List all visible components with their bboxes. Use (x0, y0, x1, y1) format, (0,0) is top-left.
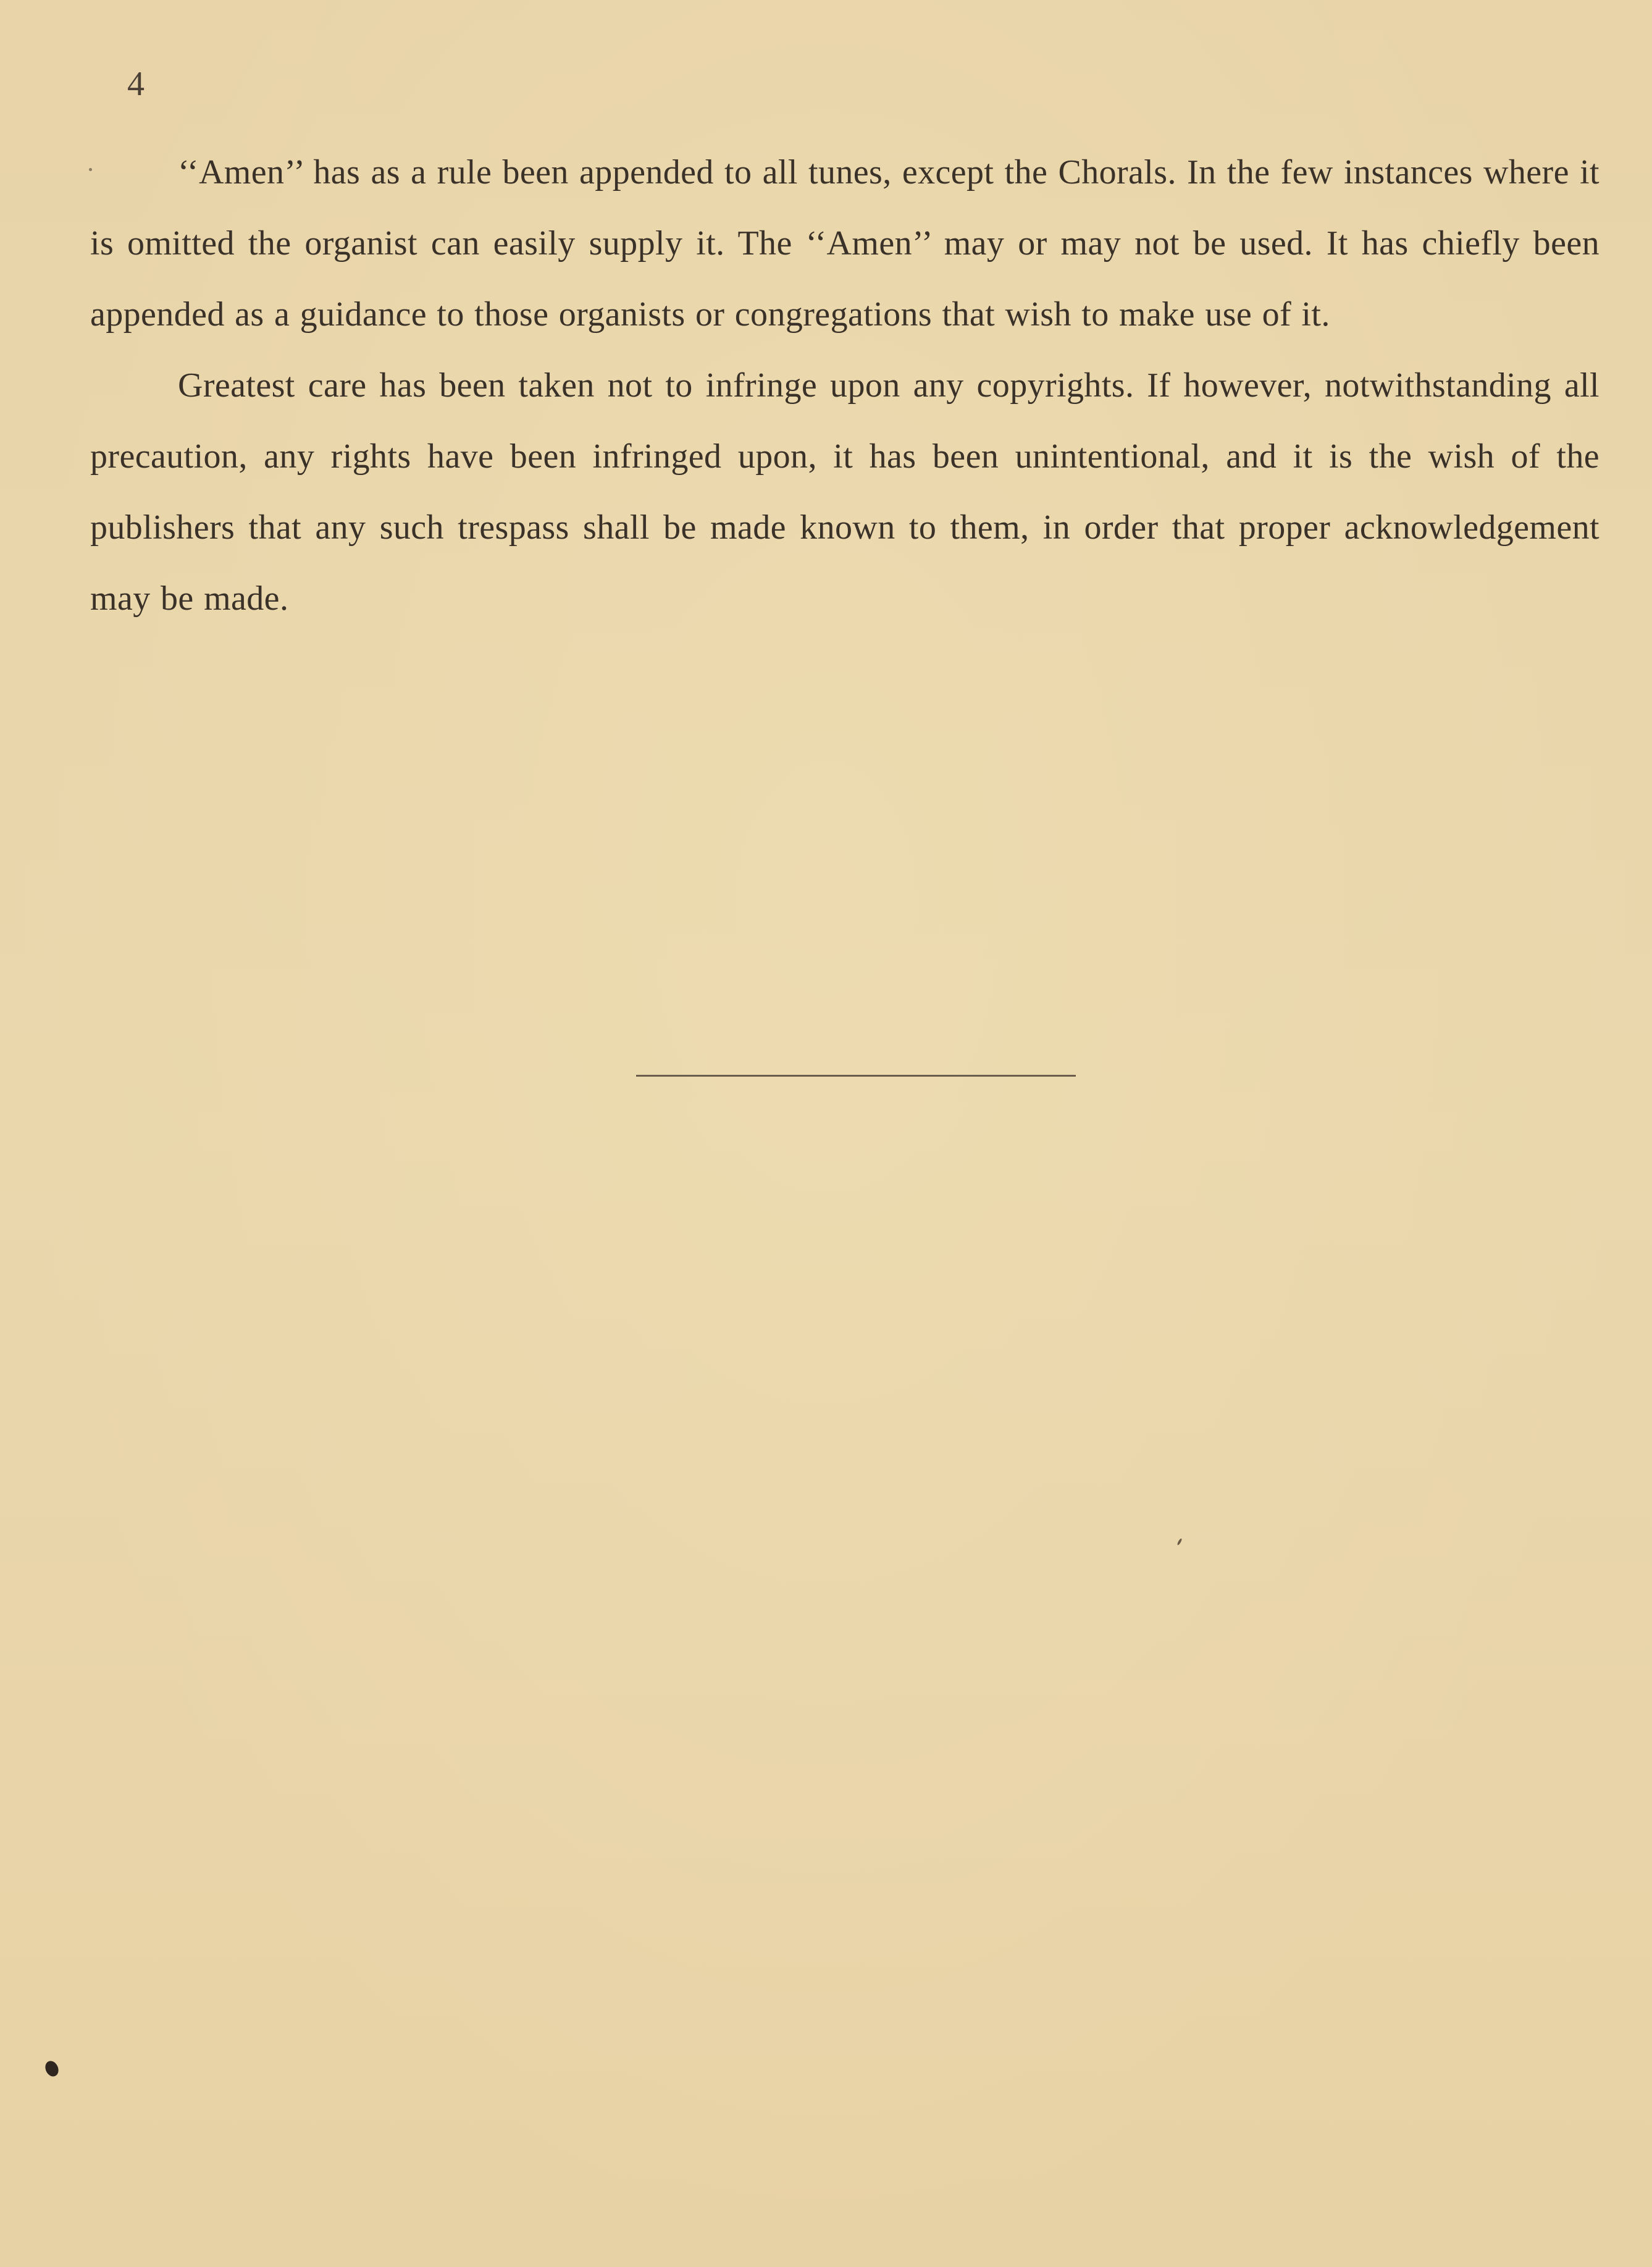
paragraph-copyright-note: Greatest care has been taken not to infringe upon any copyrights. If however, notwithstanding all precaution, any rights have been infringed upon, it has been unintentional, and it is the wish of the publishers that any such trespass shall be made known to them, in order that proper acknowledgement may be made. (90, 366, 1600, 618)
ink-blot (43, 2059, 61, 2079)
margin-dot (89, 168, 92, 171)
paragraph-amen-note: ‘‘Amen’’ has as a rule been appended to all tunes, except the Chorals. In the few instances where it is omitted the organist can easily supply it. The ‘‘Amen’’ may or may not be used. It has chiefly been appended as a guidance to those organists or congregations that wish to make use of it. (90, 153, 1600, 334)
ink-speck (1176, 1538, 1182, 1546)
page-number: 4 (127, 65, 145, 103)
section-divider-rule (636, 1075, 1076, 1077)
body-text (90, 137, 1600, 634)
